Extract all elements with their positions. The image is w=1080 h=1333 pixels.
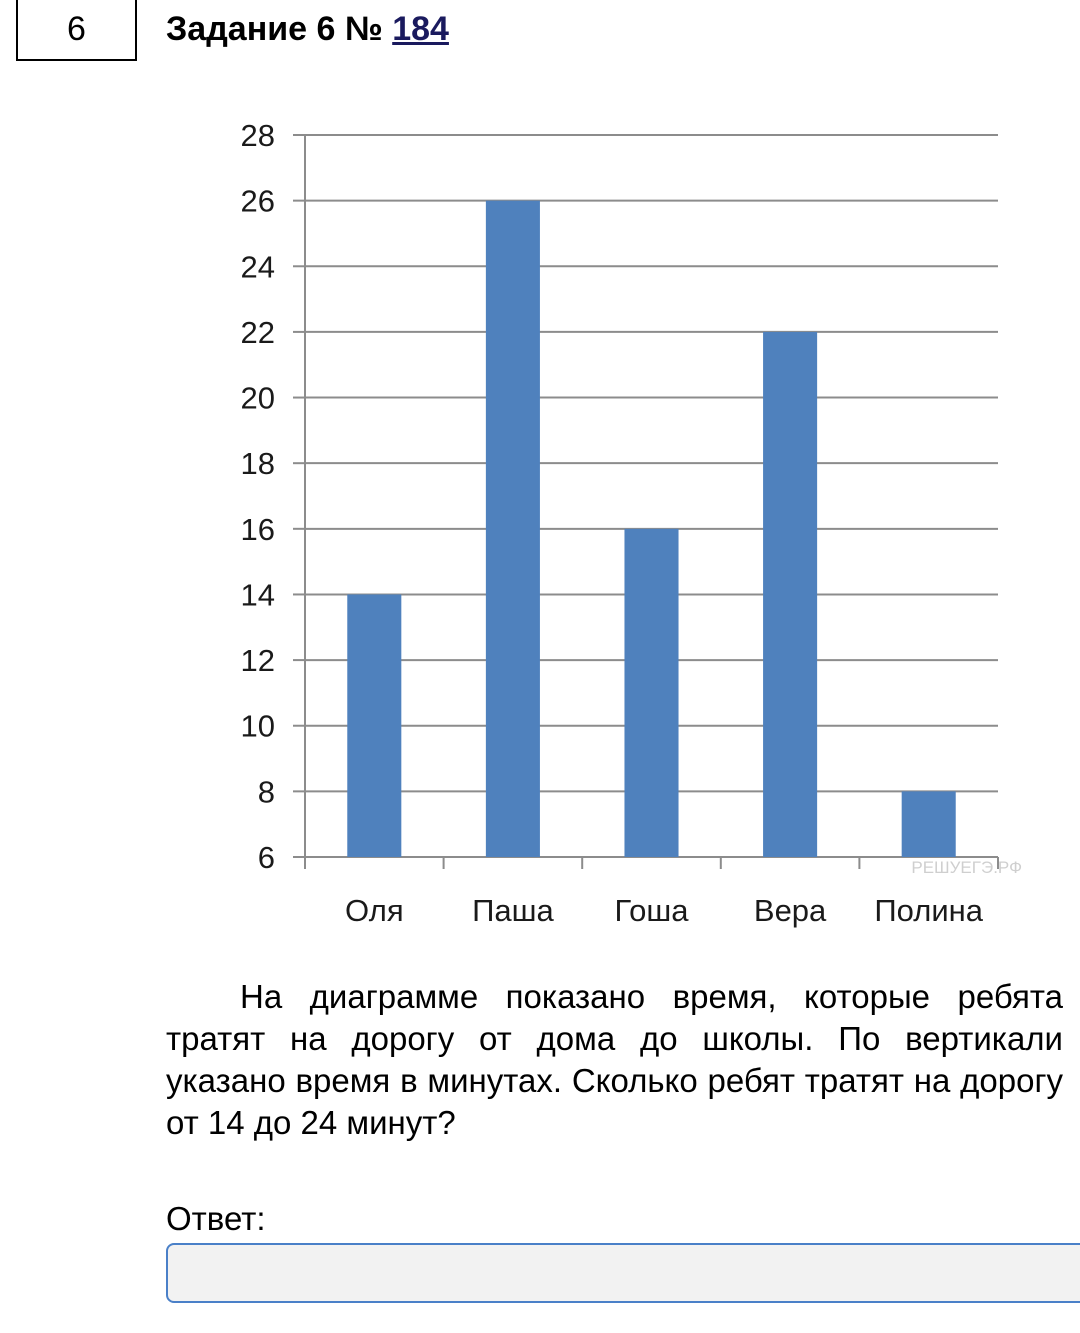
bar-5: [902, 791, 956, 857]
task-number-box: [16, 0, 137, 61]
bar-chart-svg: [160, 100, 1060, 960]
y-tick-label: 20: [240, 380, 275, 416]
y-tick-label: 8: [257, 774, 275, 810]
watermark-text: РЕШУЕГЭ.РФ: [911, 858, 1022, 877]
x-category-label: Паша: [472, 893, 554, 928]
x-category-label: Полина: [874, 893, 984, 928]
bar-1: [347, 594, 401, 857]
bar-4: [763, 332, 817, 857]
task-heading-prefix: Задание 6 №: [166, 10, 383, 48]
y-tick-label: 10: [240, 708, 275, 744]
y-tick-label: 26: [240, 183, 275, 219]
task-number: 6: [67, 10, 86, 48]
task-heading: [166, 10, 449, 49]
bar-3: [624, 529, 678, 857]
x-category-label: Гоша: [614, 893, 689, 928]
bar-2: [486, 201, 540, 857]
y-tick-label: 24: [240, 249, 275, 285]
y-tick-label: 18: [240, 446, 275, 482]
answer-input[interactable]: [166, 1243, 1080, 1303]
x-category-label: Вера: [753, 893, 827, 928]
bar-chart: [160, 100, 1060, 960]
y-tick-label: 16: [240, 511, 275, 547]
answer-label: Ответ:: [166, 1200, 266, 1237]
y-tick-label: 22: [240, 314, 275, 350]
y-tick-label: 12: [240, 643, 275, 679]
y-tick-label: 28: [240, 118, 275, 153]
y-tick-label: 14: [240, 577, 275, 613]
task-id-link[interactable]: 184: [392, 10, 449, 48]
x-category-label: Оля: [344, 893, 404, 928]
task-question-text: На диаграмме показано время, которые ребята тратят на дорогу от дома до школы. По вертикали указано время в минутах. Сколько ребят тратят на дорогу от 14 до 24 минут?: [166, 978, 1063, 1141]
y-tick-label: 6: [257, 840, 275, 875]
